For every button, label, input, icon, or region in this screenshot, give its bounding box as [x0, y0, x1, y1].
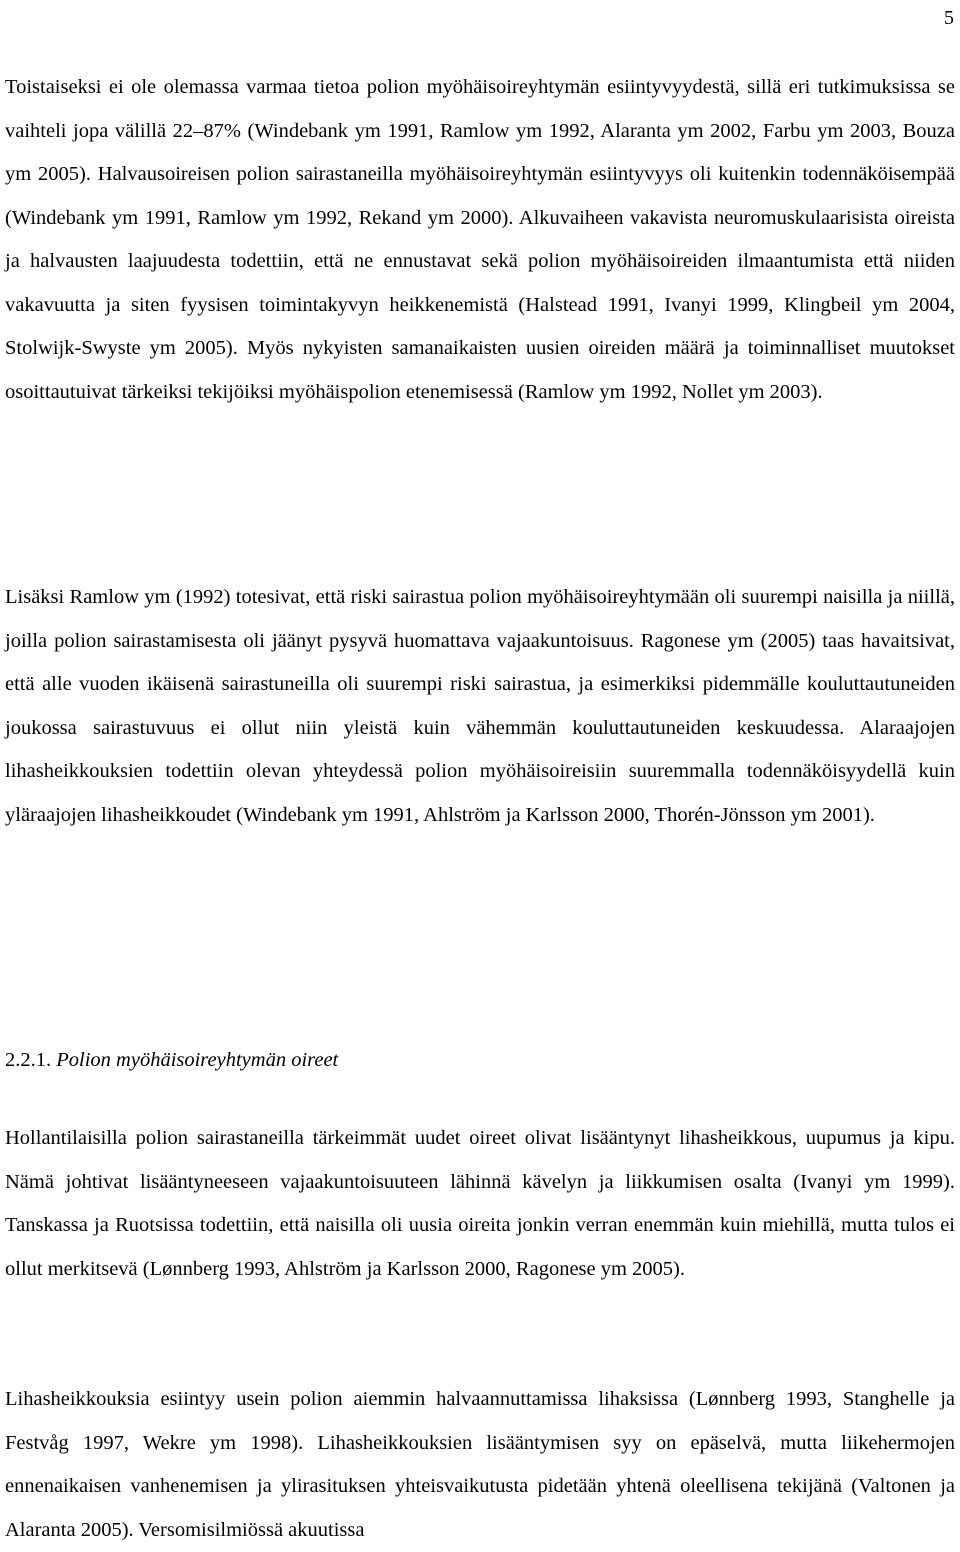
section-heading: [5, 1040, 338, 1080]
section-number: 2.2.1.: [5, 1049, 52, 1071]
paragraph-risk-factors: Lisäksi Ramlow ym (1992) totesivat, että riski sairastua polion myöhäisoireyhtymään oli suurempi naisilla ja niillä, joilla polion sairastamisesta oli jäänyt pysyvä huomattava vajaakuntoisuus. Ragonese ym (2005) taas havaitsivat, että alle vuoden ikäisenä sairastuneilla oli suurempi riski sairastua, ja esimerkiksi pidemmälle kouluttautuneiden joukossa sairastuvuus ei ollut niin yleistä kuin vähemmän kouluttautuneiden keskuudessa. Alaraajojen lihasheikkouksien todettiin olevan yhteydessä polion myöhäisoireisiin suuremmalla todennäköisyydellä kuin yläraajojen lihasheikkoudet (Windebank ym 1991, Ahlström ja Karlsson 2000, Thorén-Jönsson ym 2001).: [5, 586, 955, 826]
paragraph-symptoms: Hollantilaisilla polion sairastaneilla tärkeimmät uudet oireet olivat lisääntynyt lihasheikkous, uupumus ja kipu. Nämä johtivat lisääntyneeseen vajaakuntoisuuteen lähinnä kävelyn ja liikkumisen osalta (Ivanyi ym 1999). Tanskassa ja Ruotsissa todettiin, että naisilla oli uusia oireita jonkin verran enemmän kuin miehillä, mutta tulos ei ollut merkitsevä (Lønnberg 1993, Ahlström ja Karlsson 2000, Ragonese ym 2005).: [5, 1127, 955, 1280]
section-title: Polion myöhäisoireyhtymän oireet: [56, 1049, 339, 1071]
paragraph-muscle-weakness: Lihasheikkouksia esiintyy usein polion aiemmin halvaannuttamissa lihaksissa (Lønnberg 1993, Stanghelle ja Festvåg 1997, Wekre ym 1998). Lihasheikkouksien lisääntymisen syy on epäselvä, mutta liikehermojen ennenaikaisen vanhenemisen ja ylirasituksen yhteisvaikutusta pidetään yhtenä oleellisena tekijänä (Valtonen ja Alaranta 2005). Versomisilmiössä akuutissa: [5, 1388, 955, 1541]
paragraph-prevalence: Toistaiseksi ei ole olemassa varmaa tietoa polion myöhäisoireyhtymän esiintyvyydestä, sillä eri tutkimuksissa se vaihteli jopa välillä 22–87% (Windebank ym 1991, Ramlow ym 1992, Alaranta ym 2002, Farbu ym 2003, Bouza ym 2005). Halvausoireisen polion sairastaneilla myöhäisoireyhtymän esiintyvyys oli kuitenkin todennäköisempää (Windebank ym 1991, Ramlow ym 1992, Rekand ym 2000). Alkuvaiheen vakavista neuromuskulaarisista oireista ja halvausten laajuudesta todettiin, että ne ennustavat sekä polion myöhäisoireiden ilmaantumista että niiden vakavuutta ja siten fyysisen toimintakyvyn heikkenemistä (Halstead 1991, Ivanyi 1999, Klingbeil ym 2004, Stolwijk-Swyste ym 2005). Myös nykyisten samanaikaisten uusien oireiden määrä ja toiminnalliset muutokset osoittautuivat tärkeiksi tekijöiksi myöhäispolion etenemisessä (Ramlow ym 1992, Nollet ym 2003).: [5, 76, 955, 403]
page-number: 5: [944, 7, 954, 29]
